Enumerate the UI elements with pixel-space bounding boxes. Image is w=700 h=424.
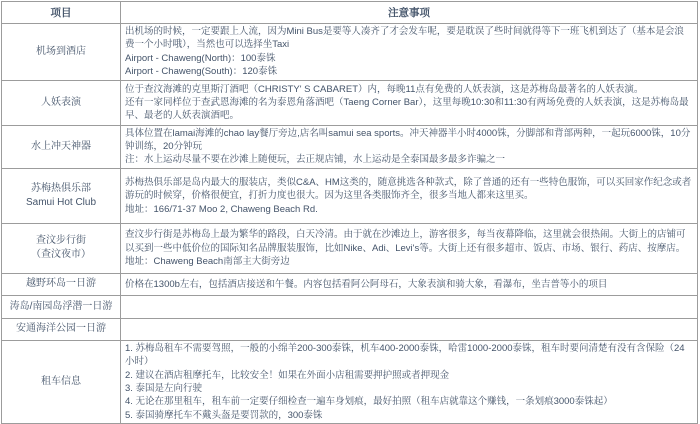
note-paragraph: 出机场的时候，一定要跟上人流，因为Mini Bus是要等人凑齐了才会发车呢，要是耽误了些时间就得等下一班飞机到达了（基本是会浪费一个小时哦），当然也可以选择坐Taxi [125,26,684,51]
row-notes [121,340,698,423]
row-label-text: 人妖表演 [41,96,81,108]
row-label-text: 租车信息 [41,376,81,388]
row-label-text: Samui Hot Club [25,196,97,208]
row-label [2,168,121,223]
column-header-item: 项目 [2,2,121,24]
row-label [2,318,121,340]
row-label-text: 越野环岛一日游 [26,278,96,290]
note-paragraph: 注：水上运动尽量不要在沙滩上随便玩，去正规店铺，水上运动是全泰国最多最多诈骗之一 [125,154,506,166]
table-row-water-jetpack [2,125,698,168]
notes-table [1,1,698,424]
row-notes [121,168,698,223]
note-paragraph: 4. 无论在那里租车，租车前一定要仔细检查一遍车身划痕，最好拍照（租车店就靠这个赚钱，一条划痕3000泰铢起） [125,396,613,408]
row-notes [121,125,698,168]
note-paragraph: 具体位置在lamai海滩的chao lay餐厅旁边,店名叫samui sea sports。冲天神器半小时4000铢，分脚部和背部两种，一起玩6000铢，10分钟训练，20分钟玩 [125,127,691,153]
note-paragraph: 还有一家同样位于查武恩海滩的名为泰恩角落酒吧（Taeng Corner Bar），这里每晚10:30和11:30有两场免费的人妖表演，这是苏梅岛最早、最老的人妖表演酒吧。 [125,96,689,122]
row-notes [121,223,698,273]
row-label-text: 涛岛/南园岛浮潜一日游 [9,300,113,312]
row-label [2,223,121,273]
note-paragraph: 地址：166/71-37 Moo 2, Chaweng Beach Rd. [125,203,318,215]
note-paragraph: 价格在1300b左右，包括酒店接送和午餐。内容包括看阿公阿母石，大象表演和骑大象，看瀑布，坐吉普等小的项目 [125,278,608,290]
table-row-angthong-marine-park-tour [2,318,698,340]
row-label [2,24,121,81]
row-label [2,295,121,318]
note-paragraph: 地址：Chaweng Beach南部主大街旁边 [125,256,290,268]
note-paragraph: Airport - Chaweng(South)：120泰铢 [125,66,278,78]
table-row-koh-tao-snorkeling-tour [2,295,698,318]
row-notes-empty [121,318,698,340]
row-notes [121,80,698,125]
table-row-airport-to-hotel [2,24,698,81]
note-paragraph: 位于查汶海滩的克里斯汀酒吧（CHRISTY' S CABARET）内，每晚11点有免费的人妖表演，这是苏梅岛最著名的人妖表演。 [125,83,644,95]
row-label [2,340,121,423]
table-row-samui-hot-club [2,168,698,223]
note-paragraph: 查汶步行街是苏梅岛上最为繁华的路段，白天冷清。由于就在沙滩边上，游客很多，每当夜幕降临，这里就会很热闹。大街上的店铺可以买到一些中低价位的国际知名品牌服装服饰，比如Nike、Adi、Levi's等。大街上还有很多超市、饭店、市场、银行、药店、按摩店。 [125,229,686,254]
row-label [2,80,121,125]
note-paragraph: 2. 建议在酒店租摩托车，比较安全！如果在外面小店租需要押护照或者押现金 [125,369,450,381]
row-notes [121,24,698,81]
note-paragraph: 苏梅热俱乐部是岛内最大的服装店，类似C&A、HM这类的，随意挑选各种款式，除了普通的还有一些特色服饰，可以买回家作纪念或者游玩的时候穿，价格很便宜，打折力度也很大。因为这里各类服饰齐全，很多当地人都来这里买。 [125,176,692,202]
row-label-text: 苏梅热俱乐部 [31,182,91,194]
table-row-offroad-island-tour [2,273,698,295]
note-paragraph: 3. 泰国是左向行驶 [125,383,203,395]
table-row-chaweng-walking-street [2,223,698,273]
note-paragraph: 5. 泰国骑摩托车不戴头盔是要罚款的，300泰铢 [125,409,323,421]
table-header-row [2,2,698,24]
column-header-notes: 注意事项 [121,2,698,24]
row-label-text: 水上冲天神器 [31,140,91,152]
note-paragraph: Airport - Chaweng(North)：100泰铢 [125,52,276,64]
row-notes-empty [121,295,698,318]
row-label-text: （查汶夜市） [31,249,91,261]
row-notes [121,273,698,295]
row-label-text: 机场到酒店 [36,45,86,57]
table-row-cabaret-show [2,80,698,125]
row-label-text: 查汶步行街 [36,235,86,247]
table-row-vehicle-rental-info [2,340,698,423]
row-label-text: 安通海洋公园一日游 [16,323,106,335]
row-label [2,273,121,295]
row-label [2,125,121,168]
note-paragraph: 1. 苏梅岛租车不需要驾照，一般的小绵羊200-300泰铢，机车400-2000泰铢，哈雷1000-2000泰铢，租车时要问清楚有没有含保险（24小时） [125,342,685,368]
